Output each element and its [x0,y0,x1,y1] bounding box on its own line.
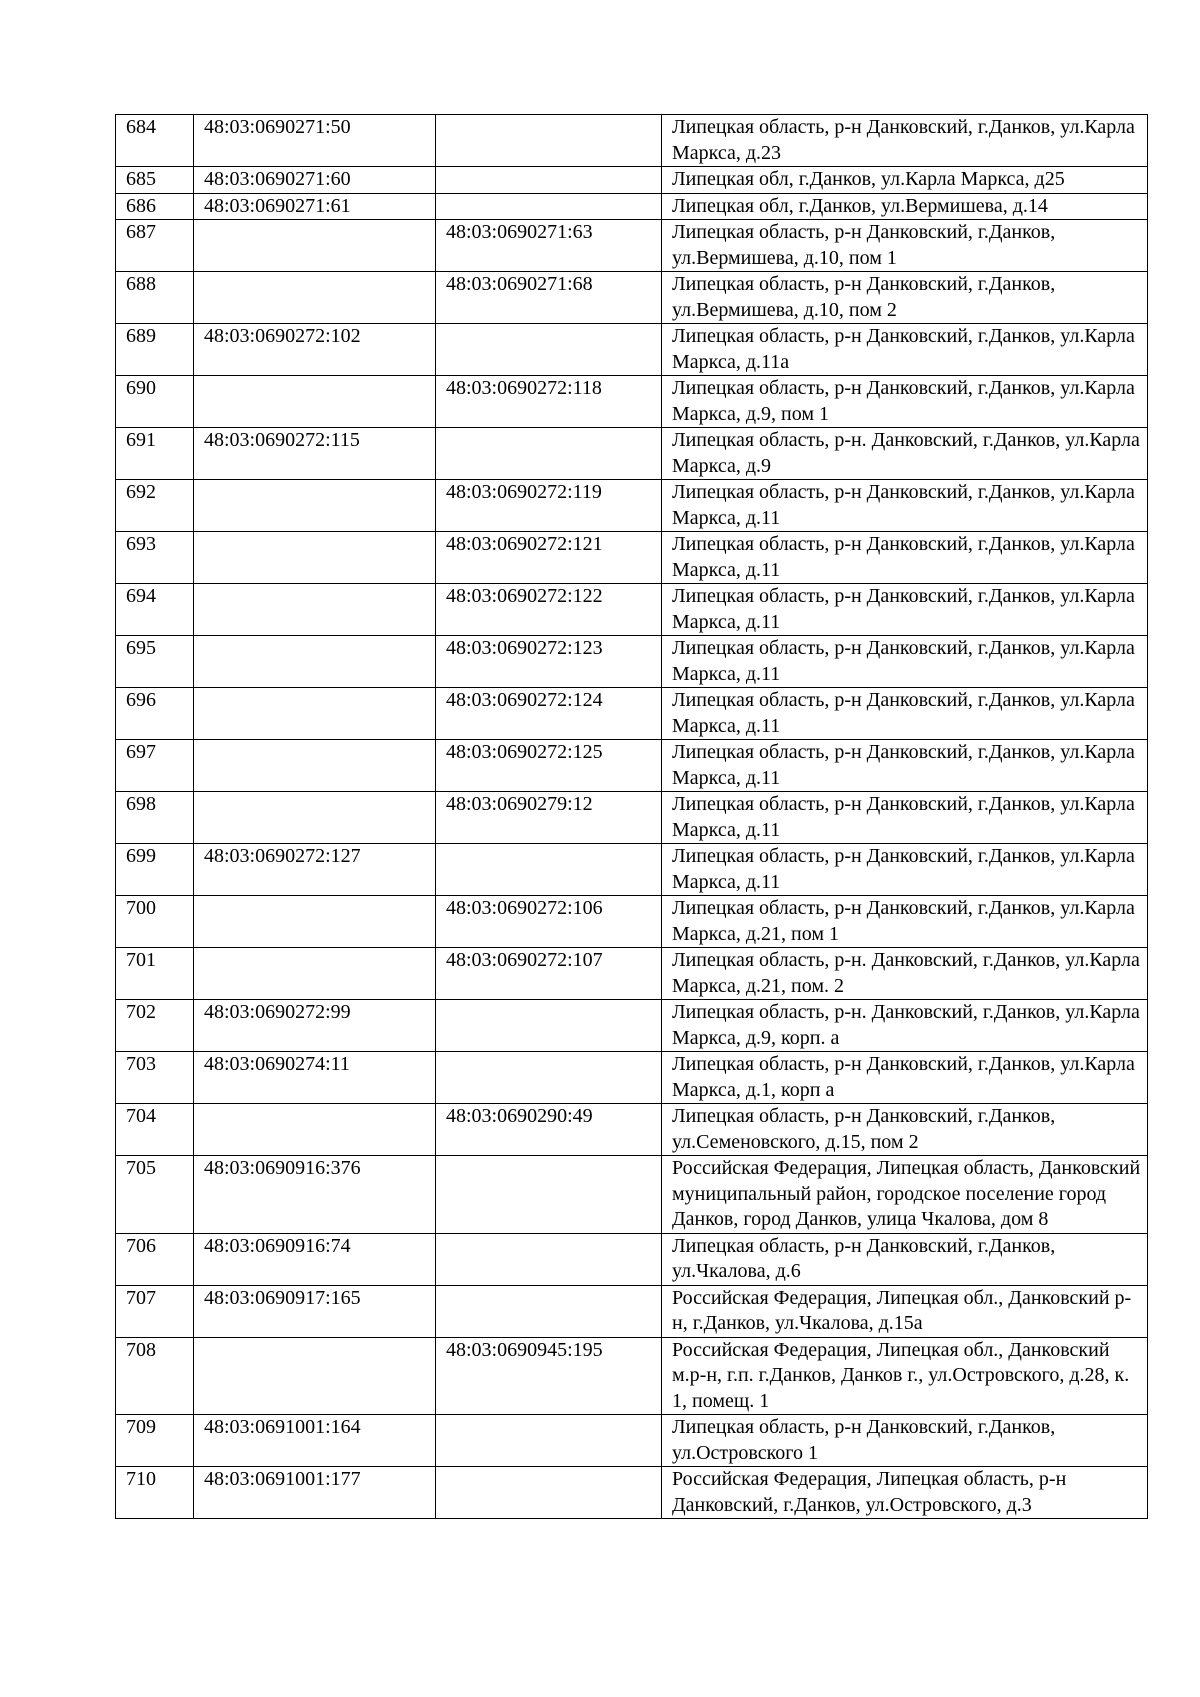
address-cell: Липецкая область, р-н Данковский, г.Данков, ул.Карла Маркса, д.11а [662,324,1148,376]
land-cadastral-number-cell: 48:03:0690271:61 [194,193,436,220]
table-row [116,1000,1148,1052]
object-cadastral-number-cell: 48:03:0690271:63 [436,220,662,272]
land-cadastral-number-cell: 48:03:0691001:164 [194,1415,436,1467]
address-cell: Липецкая обл, г.Данков, ул.Вермишева, д.14 [662,193,1148,220]
land-cadastral-number-cell [194,740,436,792]
address-cell: Липецкая область, р-н Данковский, г.Данков, ул.Карла Маркса, д.11 [662,480,1148,532]
object-cadastral-number-cell [436,1000,662,1052]
object-cadastral-number-cell [436,1233,662,1285]
object-cadastral-number-cell: 48:03:0690272:106 [436,896,662,948]
object-cadastral-number-cell [436,428,662,480]
table-row [116,272,1148,324]
address-cell: Липецкая область, р-н Данковский, г.Данков, ул.Карла Маркса, д.9, пом 1 [662,376,1148,428]
table-row [116,1052,1148,1104]
object-cadastral-number-cell [436,1156,662,1234]
table-row [116,792,1148,844]
address-cell: Липецкая область, р-н Данковский, г.Данков, ул.Чкалова, д.6 [662,1233,1148,1285]
address-cell: Липецкая область, р-н Данковский, г.Данков, ул.Карла Маркса, д.11 [662,792,1148,844]
row-number-cell: 697 [116,740,194,792]
table-row [116,896,1148,948]
table-row [116,480,1148,532]
object-cadastral-number-cell: 48:03:0690290:49 [436,1104,662,1156]
row-number-cell: 696 [116,688,194,740]
row-number-cell: 704 [116,1104,194,1156]
object-cadastral-number-cell: 48:03:0690945:195 [436,1337,662,1415]
registry-table-body [116,115,1148,1519]
address-cell: Российская Федерация, Липецкая обл., Данковский м.р-н, г.п. г.Данков, Данков г., ул.Островского, д.28, к. 1, помещ. 1 [662,1337,1148,1415]
land-cadastral-number-cell [194,532,436,584]
table-row [116,376,1148,428]
table-row [116,584,1148,636]
land-cadastral-number-cell: 48:03:0691001:177 [194,1467,436,1519]
object-cadastral-number-cell [436,167,662,194]
table-row [116,220,1148,272]
row-number-cell: 695 [116,636,194,688]
table-row [116,115,1148,167]
object-cadastral-number-cell: 48:03:0690272:123 [436,636,662,688]
table-row [116,1104,1148,1156]
table-row [116,1467,1148,1519]
table-row [116,1337,1148,1415]
address-cell: Липецкая область, р-н Данковский, г.Данков, ул.Карла Маркса, д.21, пом 1 [662,896,1148,948]
land-cadastral-number-cell [194,792,436,844]
land-cadastral-number-cell: 48:03:0690271:60 [194,167,436,194]
row-number-cell: 708 [116,1337,194,1415]
object-cadastral-number-cell [436,324,662,376]
table-row [116,948,1148,1000]
table-row [116,532,1148,584]
table-row [116,740,1148,792]
land-cadastral-number-cell [194,896,436,948]
row-number-cell: 688 [116,272,194,324]
table-row [116,1233,1148,1285]
table-row [116,1415,1148,1467]
land-cadastral-number-cell [194,220,436,272]
address-cell: Липецкая область, р-н Данковский, г.Данков, ул.Карла Маркса, д.11 [662,584,1148,636]
land-cadastral-number-cell: 48:03:0690272:102 [194,324,436,376]
table-row [116,428,1148,480]
address-cell: Липецкая область, р-н Данковский, г.Данков, ул.Вермишева, д.10, пом 2 [662,272,1148,324]
address-cell: Липецкая область, р-н Данковский, г.Данков, ул.Карла Маркса, д.11 [662,740,1148,792]
address-cell: Липецкая область, р-н Данковский, г.Данков, ул.Островского 1 [662,1415,1148,1467]
object-cadastral-number-cell [436,1052,662,1104]
address-cell: Липецкая область, р-н Данковский, г.Данков, ул.Семеновского, д.15, пом 2 [662,1104,1148,1156]
row-number-cell: 686 [116,193,194,220]
land-cadastral-number-cell [194,272,436,324]
object-cadastral-number-cell [436,1285,662,1337]
object-cadastral-number-cell: 48:03:0690272:125 [436,740,662,792]
land-cadastral-number-cell: 48:03:0690916:376 [194,1156,436,1234]
address-cell: Липецкая обл, г.Данков, ул.Карла Маркса, д25 [662,167,1148,194]
address-cell: Липецкая область, р-н Данковский, г.Данков, ул.Карла Маркса, д.11 [662,636,1148,688]
row-number-cell: 702 [116,1000,194,1052]
row-number-cell: 693 [116,532,194,584]
row-number-cell: 690 [116,376,194,428]
table-row [116,1156,1148,1234]
land-cadastral-number-cell: 48:03:0690916:74 [194,1233,436,1285]
row-number-cell: 685 [116,167,194,194]
land-cadastral-number-cell [194,688,436,740]
address-cell: Российская Федерация, Липецкая область, р-н Данковский, г.Данков, ул.Островского, д.3 [662,1467,1148,1519]
row-number-cell: 710 [116,1467,194,1519]
object-cadastral-number-cell: 48:03:0690271:68 [436,272,662,324]
address-cell: Липецкая область, р-н Данковский, г.Данков, ул.Карла Маркса, д.11 [662,688,1148,740]
address-cell: Липецкая область, р-н Данковский, г.Данков, ул.Вермишева, д.10, пом 1 [662,220,1148,272]
address-cell: Липецкая область, р-н Данковский, г.Данков, ул.Карла Маркса, д.11 [662,844,1148,896]
land-cadastral-number-cell: 48:03:0690272:99 [194,1000,436,1052]
land-cadastral-number-cell [194,584,436,636]
row-number-cell: 698 [116,792,194,844]
object-cadastral-number-cell [436,115,662,167]
address-cell: Липецкая область, р-н Данковский, г.Данков, ул.Карла Маркса, д.1, корп а [662,1052,1148,1104]
row-number-cell: 692 [116,480,194,532]
table-row [116,636,1148,688]
land-cadastral-number-cell: 48:03:0690917:165 [194,1285,436,1337]
address-cell: Российская Федерация, Липецкая область, Данковский муниципальный район, городское поселение город Данков, город Данков, улица Чкалова, дом 8 [662,1156,1148,1234]
table-row [116,167,1148,194]
row-number-cell: 687 [116,220,194,272]
address-cell: Липецкая область, р-н. Данковский, г.Данков, ул.Карла Маркса, д.21, пом. 2 [662,948,1148,1000]
land-cadastral-number-cell: 48:03:0690272:115 [194,428,436,480]
object-cadastral-number-cell [436,193,662,220]
land-cadastral-number-cell [194,948,436,1000]
object-cadastral-number-cell [436,1415,662,1467]
object-cadastral-number-cell: 48:03:0690272:121 [436,532,662,584]
row-number-cell: 705 [116,1156,194,1234]
object-cadastral-number-cell: 48:03:0690272:124 [436,688,662,740]
object-cadastral-number-cell: 48:03:0690272:119 [436,480,662,532]
land-cadastral-number-cell [194,480,436,532]
land-cadastral-number-cell [194,1337,436,1415]
land-cadastral-number-cell [194,1104,436,1156]
land-cadastral-number-cell: 48:03:0690272:127 [194,844,436,896]
land-cadastral-number-cell [194,636,436,688]
row-number-cell: 691 [116,428,194,480]
table-row [116,688,1148,740]
row-number-cell: 689 [116,324,194,376]
row-number-cell: 706 [116,1233,194,1285]
table-row [116,1285,1148,1337]
row-number-cell: 701 [116,948,194,1000]
object-cadastral-number-cell [436,844,662,896]
address-cell: Липецкая область, р-н Данковский, г.Данков, ул.Карла Маркса, д.11 [662,532,1148,584]
land-cadastral-number-cell: 48:03:0690274:11 [194,1052,436,1104]
address-cell: Липецкая область, р-н. Данковский, г.Данков, ул.Карла Маркса, д.9, корп. а [662,1000,1148,1052]
land-cadastral-number-cell [194,376,436,428]
cadastral-registry-table [115,114,1148,1519]
address-cell: Российская Федерация, Липецкая обл., Данковский р-н, г.Данков, ул.Чкалова, д.15а [662,1285,1148,1337]
table-row [116,844,1148,896]
table-row [116,193,1148,220]
object-cadastral-number-cell: 48:03:0690272:122 [436,584,662,636]
row-number-cell: 700 [116,896,194,948]
row-number-cell: 684 [116,115,194,167]
land-cadastral-number-cell: 48:03:0690271:50 [194,115,436,167]
table-row [116,324,1148,376]
object-cadastral-number-cell: 48:03:0690272:118 [436,376,662,428]
object-cadastral-number-cell [436,1467,662,1519]
row-number-cell: 709 [116,1415,194,1467]
address-cell: Липецкая область, р-н. Данковский, г.Данков, ул.Карла Маркса, д.9 [662,428,1148,480]
row-number-cell: 707 [116,1285,194,1337]
address-cell: Липецкая область, р-н Данковский, г.Данков, ул.Карла Маркса, д.23 [662,115,1148,167]
object-cadastral-number-cell: 48:03:0690272:107 [436,948,662,1000]
row-number-cell: 699 [116,844,194,896]
row-number-cell: 703 [116,1052,194,1104]
object-cadastral-number-cell: 48:03:0690279:12 [436,792,662,844]
row-number-cell: 694 [116,584,194,636]
